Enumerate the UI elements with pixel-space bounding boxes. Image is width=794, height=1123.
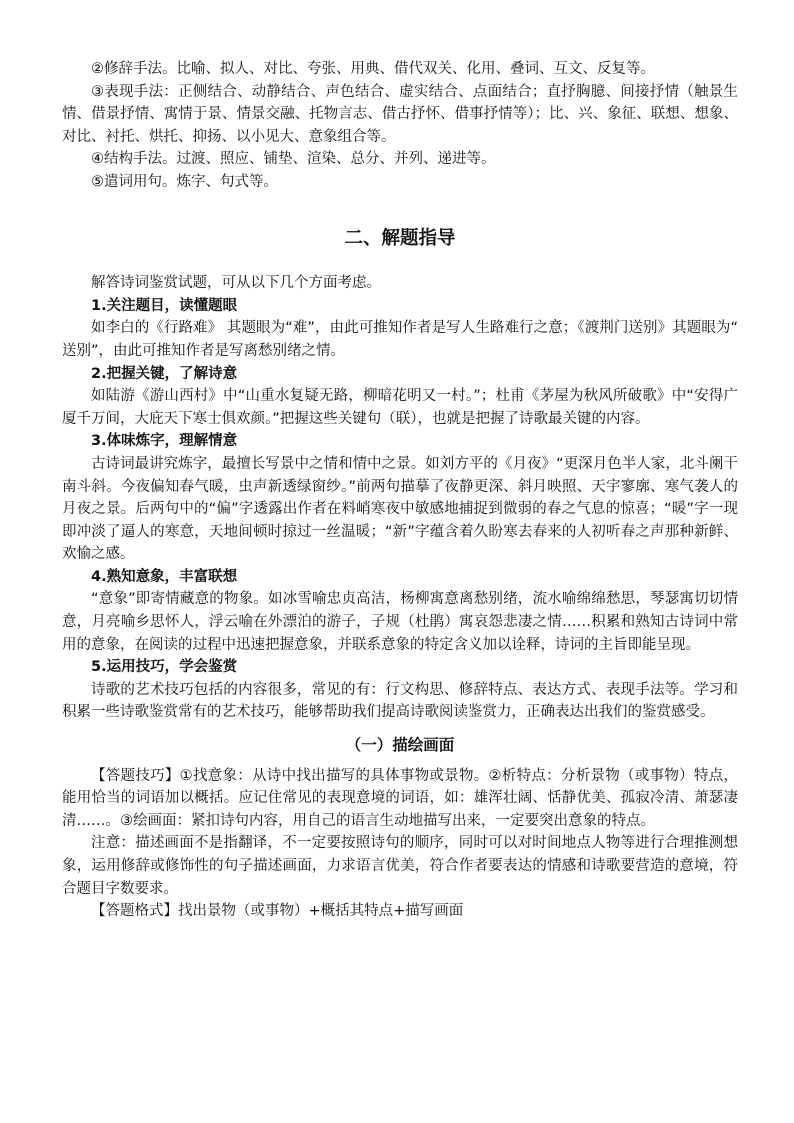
- answer-note: 注意：描述画面不是指翻译，不一定要按照诗句的顺序，同时可以对时间地点人物等进行合理推测想象，运用修辞或修饰性的句子描述画面，力求语言优美，符合作者要表达的情感和诗歌要营造的意境，符合题目字数要求。: [62, 835, 738, 897]
- rhetoric-list-item: ②修辞手法。比喻、拟人、对比、夸张、用典、借代双关、化用、叠词、互文、反复等。: [91, 61, 655, 77]
- point-heading: 5.运用技巧，学会鉴赏: [91, 659, 238, 676]
- wording-list-item: ⑤遣词用句。炼字、句式等。: [91, 173, 278, 190]
- point-body: 诗歌的艺术技巧包括的内容很多，常见的有：行文构思、修辞特点、表达方式、表现手法等。学习和积累一些诗歌鉴赏常有的艺术技巧，能够帮助我们提高诗歌阅读鉴赏力，正确表达出我们的鉴赏感受。: [62, 681, 738, 721]
- document-page: [62, 58, 738, 923]
- structure-list-item: ④结构手法。过渡、照应、铺垫、渲染、总分、并列、递进等。: [91, 151, 496, 168]
- point-body: “意象”即寄情藏意的物象。如冰雪喻忠贞高洁，杨柳寓意离愁别绪，流水喻绵绵愁思，琴瑟寓切切情意，月亮喻乡思怀人，浮云喻在外漂泊的游子，子规（杜鹃）寓哀怨悲凄之情……积累和熟知古诗词中常用的意象，在阅读的过程中迅速把握意象，并联系意象的特定含义加以诠释，诗词的主旨即能呈现。: [62, 591, 738, 653]
- point-body: 古诗词最讲究炼字，最擅长写景中之情和情中之景。如刘方平的《月夜》“更深月色半人家，北斗阑干南斗斜。今夜偏知春气暖，虫声新透绿窗纱。”前两句描摹了夜静更深、斜月映照、天宇寥廓、寒气袭人的月夜之景。后两句中的“偏”字透露出作者在料峭寒夜中敏感地捕捉到微弱的春之气息的惊喜；“暖”字一现即冲淡了逼人的寒意，天地间顿时掠过一丝温暖；“新”字蕴含着久盼寒去春来的人初听春之声那种新鲜、欢愉之感。: [62, 455, 738, 563]
- section-title: 二、解题指导: [344, 227, 456, 249]
- point-body: 如陆游《游山西村》中“山重水复疑无路，柳暗花明又一村。”；杜甫《茅屋为秋风所破歌》中“安得广厦千万间，大庇天下寒士俱欢颜。”把握这些关键句（联），也就是把握了诗歌最关键的内容。: [62, 388, 738, 427]
- expression-list-item: ③表现手法：正侧结合、动静结合、声色结合、虚实结合、点面结合；直抒胸臆、间接抒情（触景生情、借景抒情、寓情于景、情景交融、托物言志、借古抒怀、借事抒情等）；比、兴、象征、联想、想象、对比、衬托、烘托、抑扬、以小见大、意象组合等。: [62, 83, 738, 145]
- point-body: 如李白的《行路难》 其题眼为“难”，由此可推知作者是写人生路难行之意；《渡荆门送别》其题眼为“ 送别”，由此可推知作者是写离愁别绪之情。: [62, 320, 738, 359]
- point-heading: 2.把握关键，了解诗意: [91, 365, 238, 382]
- answer-tips: 【答题技巧】①找意象：从诗中找出描写的具体事物或景物。②析特点：分析景物（或事物）特点，能用恰当的词语加以概括。应记住常见的表现意境的词语，如：雄浑壮阔、恬静优美、孤寂冷清、萧瑟凄清……。③绘画面：紧扣诗句内容，用自己的语言生动地描写出来，一定要突出意象的特点。: [62, 767, 738, 829]
- point-heading: 4.熟知意象，丰富联想: [91, 568, 238, 585]
- answer-format: 【答题格式】找出景物（或事物）+概括其特点+描写画面: [91, 903, 464, 920]
- point-heading: 3.体味炼字，理解情意: [91, 433, 238, 450]
- subsection-title: （一）描绘画面: [345, 736, 455, 755]
- section-lead: 解答诗词鉴赏试题，可从以下几个方面考虑。: [91, 275, 381, 292]
- point-heading: 1.关注题目，读懂题眼: [91, 297, 238, 314]
